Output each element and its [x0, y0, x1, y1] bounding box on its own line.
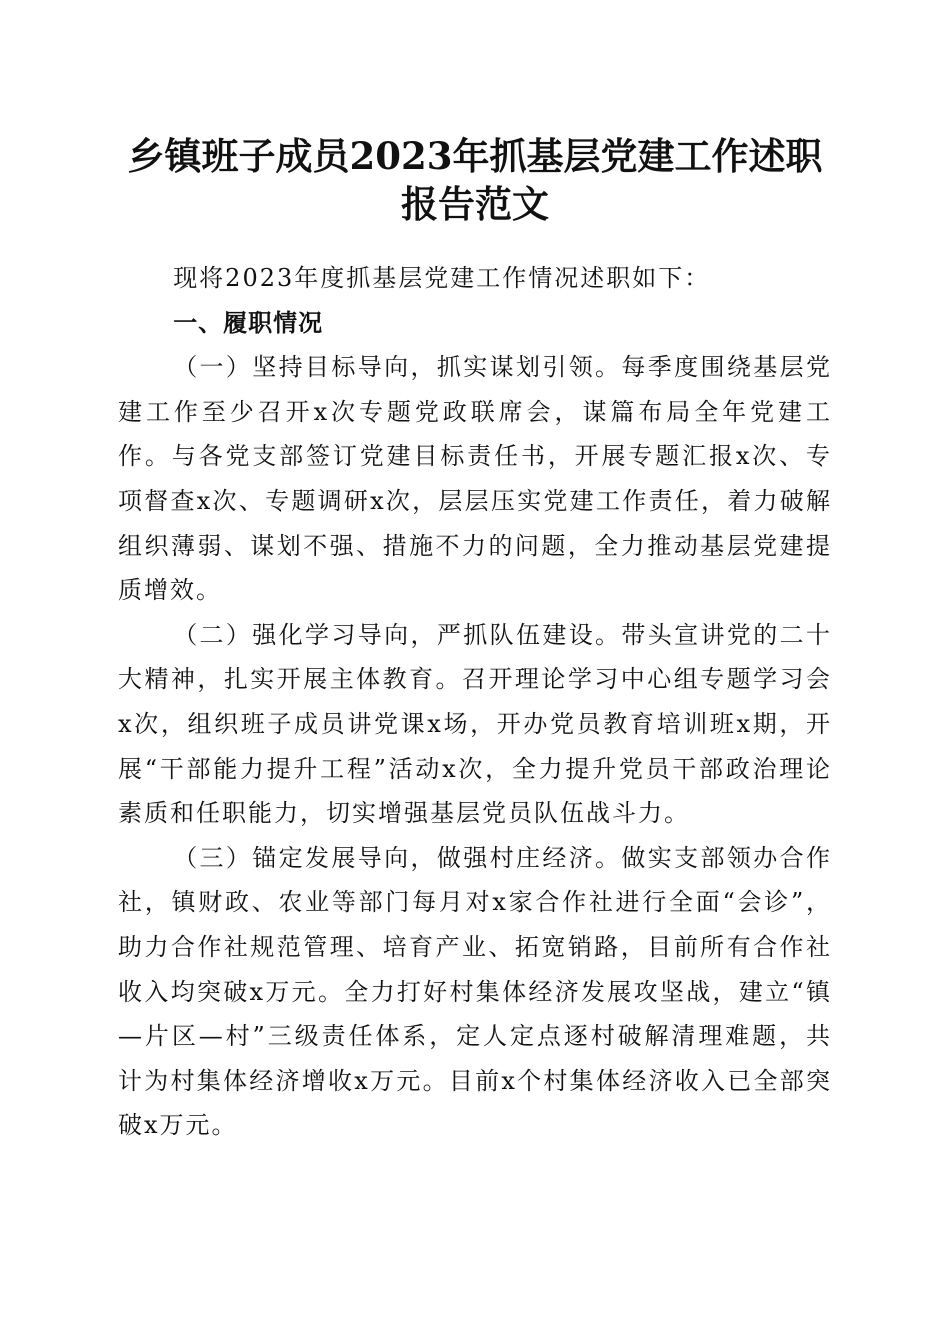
intro-paragraph: 现将2023年度抓基层党建工作情况述职如下：: [173, 264, 711, 292]
paragraph-goal-orientation: （一）坚持目标导向，抓实谋划引领。每季度围绕基层党建工作至少召开x次专题党政联席会，谋篇布局全年党建工作。与各党支部签订党建目标责任书，开展专题汇报x次、专项督查x次、专题调研x次，层层压实党建工作责任，着力破解组织薄弱、谋划不强、措施不力的问题，全力推动基层党建提质增效。: [118, 353, 832, 605]
section-heading-performance: 一、履职情况: [173, 308, 324, 337]
paragraph-development-orientation: （三）锚定发展导向，做强村庄经济。做实支部领办合作社，镇财政、农业等部门每月对x家合作社进行全面“会诊”，助力合作社规范管理、培育产业、拓宽销路，目前所有合作社收入均突破x万元。全力打好村集体经济发展攻坚战，建立“镇—片区—村”三级责任体系，定人定点逐村破解清理难题，共计为村集体经济增收x万元。目前x个村集体经济收入已全部突破x万元。: [118, 843, 832, 1140]
paragraph-learning-orientation: （二）强化学习导向，严抓队伍建设。带头宣讲党的二十大精神，扎实开展主体教育。召开理论学习中心组专题学习会x次，组织班子成员讲党课x场，开办党员教育培训班x期，开展“干部能力提升工程”活动x次，全力提升党员干部政治理论素质和任职能力，切实增强基层党员队伍战斗力。: [118, 620, 832, 828]
document-body: [118, 256, 832, 1148]
document-title: 乡镇班子成员2023年抓基层党建工作述职报告范文: [127, 134, 823, 226]
